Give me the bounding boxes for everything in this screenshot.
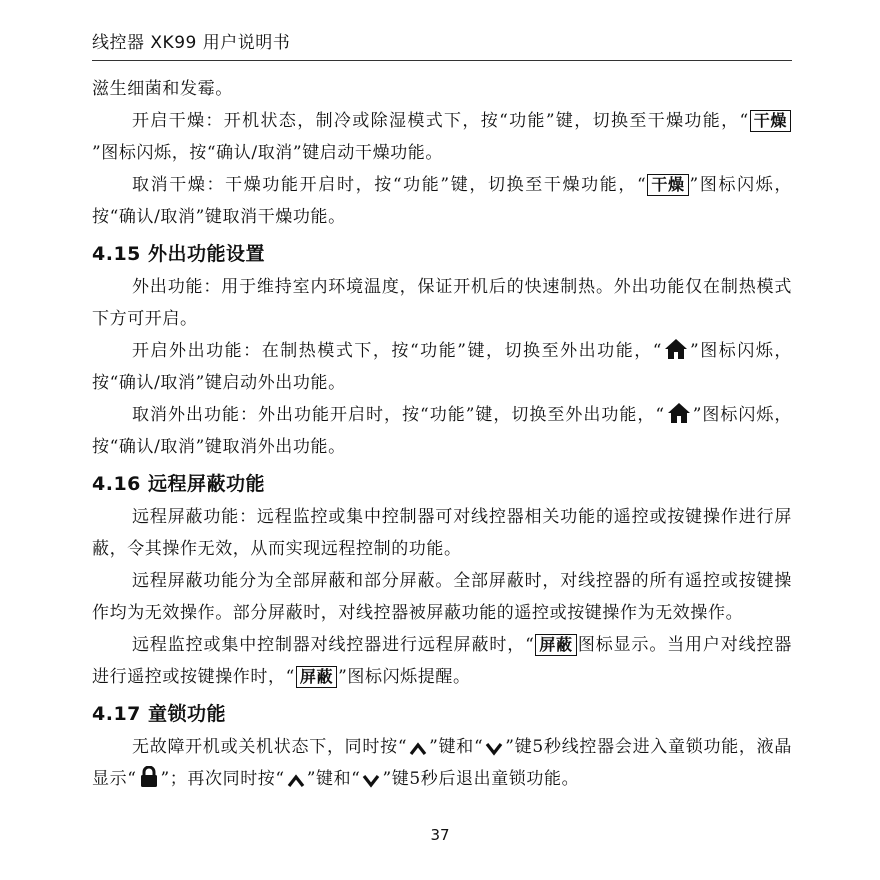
paragraph-remote-icon xyxy=(92,629,792,693)
chevron-up-icon xyxy=(409,742,427,756)
text-run: ”；再次同时按“ xyxy=(160,769,285,789)
dry-icon: 干燥 xyxy=(647,174,688,196)
text-run: 无故障开机或关机状态下，同时按“ xyxy=(132,737,408,757)
paragraph-remote-types: 远程屏蔽功能分为全部屏蔽和部分屏蔽。全部屏蔽时，对线控器的所有遥控或按键操作均为无效操作。部分屏蔽时，对线控器被屏蔽功能的遥控或按键操作为无效操作。 xyxy=(92,571,792,623)
text-run: 取消外出功能：外出功能开启时，按“功能”键，切换至外出功能，“ xyxy=(132,405,665,425)
text-run: ”图标闪烁，按“确认/取消”键取消外出功能。 xyxy=(92,405,792,457)
chevron-up-icon xyxy=(287,774,305,788)
lock-icon xyxy=(139,766,159,788)
paragraph-dry-off xyxy=(92,169,792,233)
shield-label-icon: 屏蔽 xyxy=(296,666,337,688)
running-header: 线控器 XK99 用户说明书 xyxy=(92,28,792,61)
document-body xyxy=(92,73,792,795)
chevron-down-icon xyxy=(362,774,380,788)
text-run: ”图标闪烁，按“确认/取消”键启动干燥功能。 xyxy=(92,143,443,163)
text-run: ”键和“ xyxy=(306,769,361,789)
text-run: 图标显示。当用户对线控器进行遥控或按键操作时，“ xyxy=(92,635,792,687)
section-heading-4-16: 4.16 远程屏蔽功能 xyxy=(92,473,265,495)
paragraph-away-on xyxy=(92,335,792,399)
paragraph-child-lock xyxy=(92,731,792,795)
section-heading-4-17: 4.17 童锁功能 xyxy=(92,703,226,725)
text-run: 远程监控或集中控制器对线控器进行远程屏蔽时，“ xyxy=(132,635,535,655)
section-heading-4-15: 4.15 外出功能设置 xyxy=(92,243,265,265)
text-run: ”键5秒线控器会进入童锁功能，液晶显示“ xyxy=(92,737,792,789)
text-run: 开启干燥：开机状态，制冷或除湿模式下，按“功能”键，切换至干燥功能，“ xyxy=(132,111,749,131)
paragraph-remote-desc: 远程屏蔽功能：远程监控或集中控制器可对线控器相关功能的遥控或按键操作进行屏蔽，令其操作无效，从而实现远程控制的功能。 xyxy=(92,507,792,559)
paragraph-dry-on xyxy=(92,105,792,169)
document-page xyxy=(92,28,792,795)
text-run: 开启外出功能：在制热模式下，按“功能”键，切换至外出功能，“ xyxy=(132,341,663,361)
text-run: ”键5秒后退出童锁功能。 xyxy=(382,769,580,789)
text-run: 取消干燥：干燥功能开启时，按“功能”键，切换至干燥功能，“ xyxy=(132,175,647,195)
paragraph-continuation: 滋生细菌和发霉。 xyxy=(92,79,233,99)
page-number: 37 xyxy=(430,826,450,844)
text-run: ”图标闪烁提醒。 xyxy=(338,667,471,687)
shield-label-icon: 屏蔽 xyxy=(535,634,576,656)
home-icon xyxy=(664,338,688,360)
text-run: ”键和“ xyxy=(429,737,484,757)
text-run: ”图标闪烁，按“确认/取消”键取消干燥功能。 xyxy=(92,175,792,227)
home-icon xyxy=(667,402,691,424)
chevron-down-icon xyxy=(485,742,503,756)
paragraph-away-desc: 外出功能：用于维持室内环境温度，保证开机后的快速制热。外出功能仅在制热模式下方可开启。 xyxy=(92,277,792,329)
dry-icon: 干燥 xyxy=(750,110,791,132)
text-run: ”图标闪烁，按“确认/取消”键启动外出功能。 xyxy=(92,341,792,393)
paragraph-away-off xyxy=(92,399,792,463)
